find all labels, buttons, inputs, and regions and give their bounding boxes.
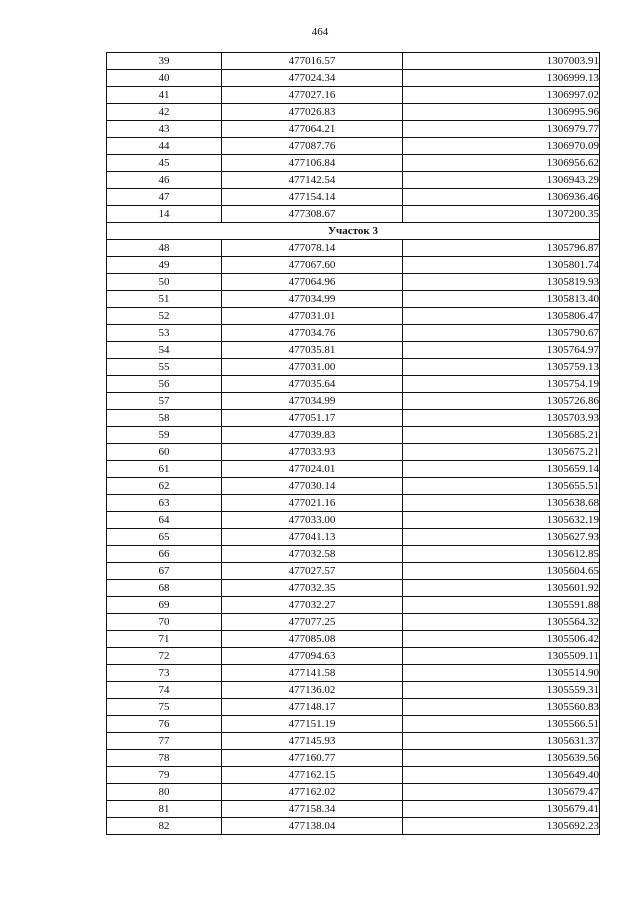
x-coordinate-cell: 477024.01	[222, 461, 403, 478]
table-row	[107, 716, 600, 733]
y-coordinate-cell: 1305790.67	[403, 325, 600, 342]
y-coordinate-cell: 1305659.14	[403, 461, 600, 478]
point-number-cell: 64	[107, 512, 222, 529]
x-coordinate-cell: 477051.17	[222, 410, 403, 427]
x-coordinate-cell: 477151.19	[222, 716, 403, 733]
point-number-cell: 82	[107, 818, 222, 835]
point-number-cell: 47	[107, 189, 222, 206]
y-coordinate-cell: 1306956.62	[403, 155, 600, 172]
point-number-cell: 77	[107, 733, 222, 750]
y-coordinate-cell: 1305675.21	[403, 444, 600, 461]
point-number-cell: 71	[107, 631, 222, 648]
point-number-cell: 74	[107, 682, 222, 699]
point-number-cell: 59	[107, 427, 222, 444]
y-coordinate-cell: 1305639.56	[403, 750, 600, 767]
table-row	[107, 172, 600, 189]
x-coordinate-cell: 477035.64	[222, 376, 403, 393]
table-row	[107, 665, 600, 682]
y-coordinate-cell: 1306999.13	[403, 70, 600, 87]
table-row	[107, 733, 600, 750]
point-number-cell: 39	[107, 53, 222, 70]
point-number-cell: 62	[107, 478, 222, 495]
x-coordinate-cell: 477034.99	[222, 291, 403, 308]
y-coordinate-cell: 1305764.97	[403, 342, 600, 359]
y-coordinate-cell: 1305655.51	[403, 478, 600, 495]
x-coordinate-cell: 477032.27	[222, 597, 403, 614]
y-coordinate-cell: 1305819.93	[403, 274, 600, 291]
y-coordinate-cell: 1306979.77	[403, 121, 600, 138]
x-coordinate-cell: 477034.76	[222, 325, 403, 342]
table-row	[107, 87, 600, 104]
x-coordinate-cell: 477160.77	[222, 750, 403, 767]
x-coordinate-cell: 477032.35	[222, 580, 403, 597]
point-number-cell: 44	[107, 138, 222, 155]
table-row	[107, 682, 600, 699]
point-number-cell: 76	[107, 716, 222, 733]
y-coordinate-cell: 1305649.40	[403, 767, 600, 784]
y-coordinate-cell: 1305685.21	[403, 427, 600, 444]
x-coordinate-cell: 477016.57	[222, 53, 403, 70]
x-coordinate-cell: 477142.54	[222, 172, 403, 189]
x-coordinate-cell: 477087.76	[222, 138, 403, 155]
point-number-cell: 58	[107, 410, 222, 427]
table-row	[107, 767, 600, 784]
table-row	[107, 104, 600, 121]
point-number-cell: 56	[107, 376, 222, 393]
y-coordinate-cell: 1305813.40	[403, 291, 600, 308]
table-row	[107, 53, 600, 70]
point-number-cell: 75	[107, 699, 222, 716]
x-coordinate-cell: 477064.21	[222, 121, 403, 138]
x-coordinate-cell: 477021.16	[222, 495, 403, 512]
x-coordinate-cell: 477106.84	[222, 155, 403, 172]
point-number-cell: 14	[107, 206, 222, 223]
table-row	[107, 631, 600, 648]
point-number-cell: 70	[107, 614, 222, 631]
x-coordinate-cell: 477148.17	[222, 699, 403, 716]
y-coordinate-cell: 1306943.29	[403, 172, 600, 189]
table-row	[107, 478, 600, 495]
point-number-cell: 52	[107, 308, 222, 325]
point-number-cell: 50	[107, 274, 222, 291]
table-row	[107, 138, 600, 155]
table-row	[107, 189, 600, 206]
table-row	[107, 580, 600, 597]
point-number-cell: 78	[107, 750, 222, 767]
x-coordinate-cell: 477064.96	[222, 274, 403, 291]
point-number-cell: 46	[107, 172, 222, 189]
y-coordinate-cell: 1305638.68	[403, 495, 600, 512]
x-coordinate-cell: 477162.15	[222, 767, 403, 784]
point-number-cell: 41	[107, 87, 222, 104]
point-number-cell: 54	[107, 342, 222, 359]
section-header-row	[107, 223, 600, 240]
table-row	[107, 206, 600, 223]
point-number-cell: 69	[107, 597, 222, 614]
x-coordinate-cell: 477154.14	[222, 189, 403, 206]
point-number-cell: 72	[107, 648, 222, 665]
table-row	[107, 427, 600, 444]
y-coordinate-cell: 1305806.47	[403, 308, 600, 325]
table-row	[107, 444, 600, 461]
x-coordinate-cell: 477027.16	[222, 87, 403, 104]
x-coordinate-cell: 477039.83	[222, 427, 403, 444]
coordinates-table-body	[107, 53, 600, 835]
table-row	[107, 461, 600, 478]
x-coordinate-cell: 477158.34	[222, 801, 403, 818]
y-coordinate-cell: 1306970.09	[403, 138, 600, 155]
point-number-cell: 40	[107, 70, 222, 87]
y-coordinate-cell: 1305632.19	[403, 512, 600, 529]
table-row	[107, 648, 600, 665]
table-row	[107, 70, 600, 87]
x-coordinate-cell: 477141.58	[222, 665, 403, 682]
point-number-cell: 60	[107, 444, 222, 461]
point-number-cell: 73	[107, 665, 222, 682]
x-coordinate-cell: 477136.02	[222, 682, 403, 699]
y-coordinate-cell: 1305514.90	[403, 665, 600, 682]
table-row	[107, 529, 600, 546]
table-row	[107, 597, 600, 614]
point-number-cell: 55	[107, 359, 222, 376]
table-row	[107, 291, 600, 308]
y-coordinate-cell: 1305754.19	[403, 376, 600, 393]
table-row	[107, 393, 600, 410]
x-coordinate-cell: 477031.01	[222, 308, 403, 325]
x-coordinate-cell: 477078.14	[222, 240, 403, 257]
x-coordinate-cell: 477035.81	[222, 342, 403, 359]
table-row	[107, 699, 600, 716]
table-row	[107, 342, 600, 359]
table-row	[107, 359, 600, 376]
table-row	[107, 512, 600, 529]
table-row	[107, 325, 600, 342]
table-row	[107, 274, 600, 291]
point-number-cell: 65	[107, 529, 222, 546]
point-number-cell: 61	[107, 461, 222, 478]
point-number-cell: 42	[107, 104, 222, 121]
coordinates-table	[106, 52, 600, 835]
table-row	[107, 818, 600, 835]
point-number-cell: 45	[107, 155, 222, 172]
y-coordinate-cell: 1305726.86	[403, 393, 600, 410]
y-coordinate-cell: 1305796.87	[403, 240, 600, 257]
table-row	[107, 376, 600, 393]
x-coordinate-cell: 477027.57	[222, 563, 403, 580]
y-coordinate-cell: 1305506.42	[403, 631, 600, 648]
y-coordinate-cell: 1305564.32	[403, 614, 600, 631]
y-coordinate-cell: 1307200.35	[403, 206, 600, 223]
y-coordinate-cell: 1305612.85	[403, 546, 600, 563]
point-number-cell: 43	[107, 121, 222, 138]
y-coordinate-cell: 1305604.65	[403, 563, 600, 580]
y-coordinate-cell: 1305566.51	[403, 716, 600, 733]
table-row	[107, 155, 600, 172]
point-number-cell: 66	[107, 546, 222, 563]
point-number-cell: 80	[107, 784, 222, 801]
x-coordinate-cell: 477026.83	[222, 104, 403, 121]
x-coordinate-cell: 477024.34	[222, 70, 403, 87]
table-row	[107, 121, 600, 138]
x-coordinate-cell: 477138.04	[222, 818, 403, 835]
point-number-cell: 53	[107, 325, 222, 342]
y-coordinate-cell: 1307003.91	[403, 53, 600, 70]
table-row	[107, 801, 600, 818]
x-coordinate-cell: 477033.93	[222, 444, 403, 461]
y-coordinate-cell: 1305679.47	[403, 784, 600, 801]
x-coordinate-cell: 477308.67	[222, 206, 403, 223]
y-coordinate-cell: 1306997.02	[403, 87, 600, 104]
y-coordinate-cell: 1305759.13	[403, 359, 600, 376]
x-coordinate-cell: 477094.63	[222, 648, 403, 665]
y-coordinate-cell: 1305560.83	[403, 699, 600, 716]
x-coordinate-cell: 477031.00	[222, 359, 403, 376]
table-row	[107, 410, 600, 427]
point-number-cell: 68	[107, 580, 222, 597]
y-coordinate-cell: 1305627.93	[403, 529, 600, 546]
x-coordinate-cell: 477067.60	[222, 257, 403, 274]
table-row	[107, 750, 600, 767]
point-number-cell: 51	[107, 291, 222, 308]
point-number-cell: 63	[107, 495, 222, 512]
x-coordinate-cell: 477041.13	[222, 529, 403, 546]
point-number-cell: 67	[107, 563, 222, 580]
point-number-cell: 57	[107, 393, 222, 410]
x-coordinate-cell: 477030.14	[222, 478, 403, 495]
table-row	[107, 784, 600, 801]
table-row	[107, 614, 600, 631]
y-coordinate-cell: 1305679.41	[403, 801, 600, 818]
y-coordinate-cell: 1305801.74	[403, 257, 600, 274]
table-row	[107, 495, 600, 512]
x-coordinate-cell: 477032.58	[222, 546, 403, 563]
point-number-cell: 49	[107, 257, 222, 274]
point-number-cell: 48	[107, 240, 222, 257]
x-coordinate-cell: 477034.99	[222, 393, 403, 410]
y-coordinate-cell: 1305601.92	[403, 580, 600, 597]
x-coordinate-cell: 477085.08	[222, 631, 403, 648]
page-number: 464	[311, 26, 329, 38]
section-title: Участок 3	[107, 223, 600, 240]
y-coordinate-cell: 1305631.37	[403, 733, 600, 750]
y-coordinate-cell: 1305703.93	[403, 410, 600, 427]
y-coordinate-cell: 1305509.11	[403, 648, 600, 665]
table-row	[107, 257, 600, 274]
table-row	[107, 563, 600, 580]
y-coordinate-cell: 1305591.88	[403, 597, 600, 614]
y-coordinate-cell: 1305692.23	[403, 818, 600, 835]
x-coordinate-cell: 477162.02	[222, 784, 403, 801]
point-number-cell: 81	[107, 801, 222, 818]
point-number-cell: 79	[107, 767, 222, 784]
y-coordinate-cell: 1306936.46	[403, 189, 600, 206]
x-coordinate-cell: 477077.25	[222, 614, 403, 631]
x-coordinate-cell: 477145.93	[222, 733, 403, 750]
table-row	[107, 240, 600, 257]
y-coordinate-cell: 1305559.31	[403, 682, 600, 699]
y-coordinate-cell: 1306995.96	[403, 104, 600, 121]
table-row	[107, 546, 600, 563]
table-row	[107, 308, 600, 325]
x-coordinate-cell: 477033.00	[222, 512, 403, 529]
